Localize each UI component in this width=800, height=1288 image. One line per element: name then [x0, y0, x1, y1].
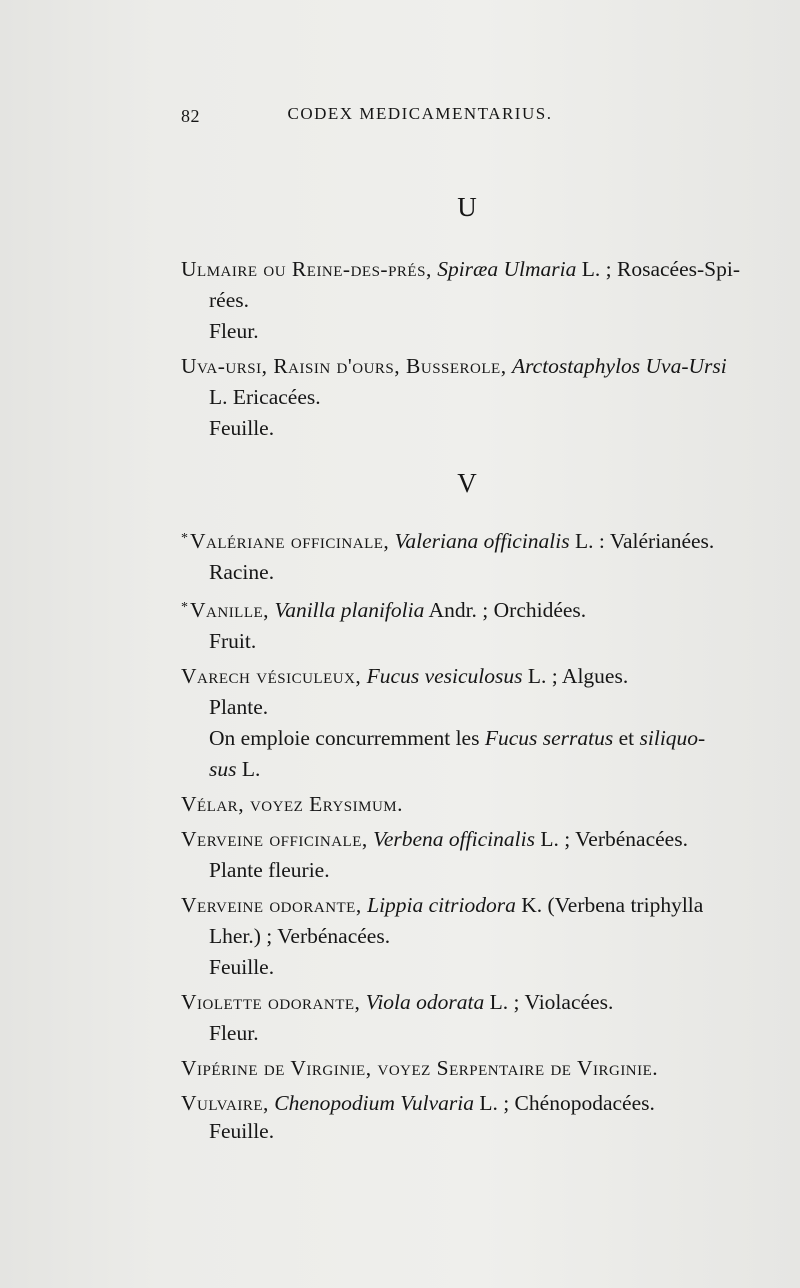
entry-headline	[181, 987, 741, 1018]
entry-verveine-officinale	[181, 824, 741, 886]
entry-part: Plante fleurie.	[209, 858, 330, 882]
entry-note-line2	[181, 754, 741, 785]
entry-rest: K. (Verbena triphylla	[515, 893, 704, 917]
entry-ulmaire	[181, 254, 741, 347]
page-header	[0, 100, 800, 130]
entry-verveine-odorante	[181, 890, 741, 983]
entry-latin: Chenopodium Vulvaria	[274, 1091, 474, 1115]
entry-rest: L. ; Chénopodacées.	[473, 1091, 655, 1115]
entry-velar	[181, 789, 741, 820]
entry-part: Plante.	[209, 695, 269, 719]
entry-rest: voyez Erysimum.	[244, 792, 404, 816]
entry-name: Vulvaire,	[181, 1091, 269, 1115]
entry-note	[181, 723, 741, 754]
entry-headline	[181, 661, 741, 692]
entry-violette	[181, 987, 741, 1049]
entry-part: Feuille.	[209, 416, 275, 440]
entry-headline	[181, 592, 741, 626]
entry-name: Vanille,	[190, 598, 270, 622]
entry-rest: L. : Valérianées.	[569, 529, 715, 553]
note-text: L.	[236, 757, 261, 781]
section-letter-v: V	[457, 468, 477, 498]
entry-part: Feuille.	[209, 955, 275, 979]
entry-latin: Verbena officinalis	[373, 827, 535, 851]
entry-latin: Spiræa Ulmaria	[437, 257, 577, 281]
note-latin: sus	[209, 757, 237, 781]
entry-rest: L. ; Verbénacées.	[534, 827, 688, 851]
entry-name: Verveine odorante,	[181, 893, 362, 917]
entry-name: Verveine officinale,	[181, 827, 368, 851]
entry-valeriane	[181, 523, 741, 588]
entry-vulvaire	[181, 1088, 741, 1143]
entry-name: Valériane officinale,	[190, 529, 390, 553]
entry-part: Fleur.	[209, 1021, 259, 1045]
entry-headline	[181, 1053, 741, 1084]
note-text: et	[613, 726, 640, 750]
entry-part: Racine.	[209, 560, 275, 584]
note-latin: siliquo-	[639, 726, 706, 750]
entry-name: Varech vésiculeux,	[181, 664, 362, 688]
entry-rest: L. ; Violacées.	[484, 990, 614, 1014]
entry-uva-ursi	[181, 351, 741, 444]
entry-name: Ulmaire ou Reine-des-prés,	[181, 257, 432, 281]
page-content	[181, 190, 741, 1143]
entry-headline	[181, 523, 741, 557]
note-latin: Fucus serratus	[484, 726, 614, 750]
entry-viperine	[181, 1053, 741, 1084]
entry-latin: Arctostaphylos Uva-Ursi	[511, 354, 727, 378]
entry-headline	[181, 351, 741, 382]
entry-part: Fruit.	[209, 629, 257, 653]
entry-rest: L. ; Rosacées-Spi-	[576, 257, 740, 281]
entry-headline	[181, 789, 741, 820]
entry-continuation: rées.	[209, 288, 249, 312]
running-title: CODEX MEDICAMENTARIUS.	[287, 104, 553, 123]
entry-rest: Andr. ; Orchidées.	[424, 598, 587, 622]
entry-headline	[181, 890, 741, 921]
entry-rest: L. ; Algues.	[522, 664, 629, 688]
entry-name: Vélar,	[181, 792, 245, 816]
entry-rest: voyez Serpentaire de Virginie.	[371, 1056, 659, 1080]
entry-part: Feuille.	[209, 1119, 275, 1143]
page-number: 82	[181, 106, 200, 126]
entry-vanille	[181, 592, 741, 657]
entry-latin: Lippia citriodora	[367, 893, 516, 917]
entry-continuation: Lher.) ; Verbénacées.	[209, 924, 391, 948]
entry-latin: Fucus vesiculosus	[366, 664, 523, 688]
entry-headline	[181, 1088, 741, 1119]
entry-varech	[181, 661, 741, 785]
entry-star: *	[181, 600, 188, 615]
entry-name: Uva-ursi, Raisin d'ours, Busserole,	[181, 354, 507, 378]
entry-latin: Vanilla planifolia	[274, 598, 425, 622]
note-text: On emploie concurremment les	[209, 726, 485, 750]
entry-name: Violette odorante,	[181, 990, 361, 1014]
entry-continuation: L. Ericacées.	[209, 385, 321, 409]
entry-part: Fleur.	[209, 319, 259, 343]
entry-latin: Viola odorata	[365, 990, 485, 1014]
section-letter-u: U	[457, 192, 477, 222]
entry-name: Vipérine de Virginie,	[181, 1056, 372, 1080]
entry-latin: Valeriana officinalis	[394, 529, 570, 553]
entry-star: *	[181, 531, 188, 546]
entry-headline	[181, 824, 741, 855]
entry-headline	[181, 254, 741, 285]
